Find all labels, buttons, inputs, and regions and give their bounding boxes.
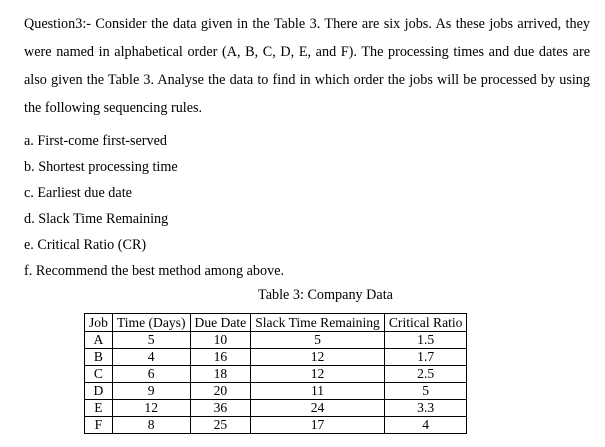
- cell-critical-ratio: 1.5: [384, 332, 467, 349]
- cell-due-date: 36: [190, 400, 251, 417]
- option-item: e. Critical Ratio (CR): [24, 237, 147, 253]
- cell-job: D: [85, 383, 113, 400]
- cell-job: B: [85, 349, 113, 366]
- option-item: b. Shortest processing time: [24, 159, 178, 175]
- cell-time: 5: [112, 332, 190, 349]
- question-paragraph: Question3:- Consider the data given in the Table 3. There are six jobs. As these jobs arrived, they were named in alphabetical order (A, B, C, D, E, and F). The processing times and due dates are also given the Table 3. Analyse the data to find in which order the jobs will be processed by using the following sequencing rules.: [24, 16, 590, 116]
- cell-slack: 12: [251, 366, 385, 383]
- option-item: f. Recommend the best method among above.: [24, 263, 285, 279]
- cell-time: 4: [112, 349, 190, 366]
- cell-due-date: 10: [190, 332, 251, 349]
- cell-slack: 12: [251, 349, 385, 366]
- cell-critical-ratio: 4: [384, 417, 467, 434]
- header-time: Time (Days): [112, 314, 190, 332]
- cell-time: 8: [112, 417, 190, 434]
- option-item: a. First-come first-served: [24, 133, 168, 149]
- sequencing-rules-list: [24, 128, 284, 284]
- company-data-table: [84, 313, 467, 434]
- table-header-row: [85, 314, 467, 332]
- cell-time: 12: [112, 400, 190, 417]
- cell-critical-ratio: 3.3: [384, 400, 467, 417]
- table-row: [85, 383, 467, 400]
- cell-due-date: 25: [190, 417, 251, 434]
- table-row: [85, 417, 467, 434]
- cell-slack: 17: [251, 417, 385, 434]
- cell-critical-ratio: 5: [384, 383, 467, 400]
- table-row: [85, 400, 467, 417]
- cell-job: F: [85, 417, 113, 434]
- header-critical-ratio: Critical Ratio: [384, 314, 467, 332]
- table-row: [85, 332, 467, 349]
- cell-slack: 11: [251, 383, 385, 400]
- cell-time: 9: [112, 383, 190, 400]
- table-row: [85, 349, 467, 366]
- cell-due-date: 16: [190, 349, 251, 366]
- option-item: c. Earliest due date: [24, 185, 132, 201]
- cell-critical-ratio: 1.7: [384, 349, 467, 366]
- header-job: Job: [85, 314, 113, 332]
- cell-due-date: 18: [190, 366, 251, 383]
- table-caption: Table 3: Company Data: [258, 287, 393, 303]
- cell-due-date: 20: [190, 383, 251, 400]
- header-slack: Slack Time Remaining: [251, 314, 385, 332]
- cell-slack: 5: [251, 332, 385, 349]
- header-due-date: Due Date: [190, 314, 251, 332]
- cell-time: 6: [112, 366, 190, 383]
- cell-job: E: [85, 400, 113, 417]
- cell-critical-ratio: 2.5: [384, 366, 467, 383]
- cell-slack: 24: [251, 400, 385, 417]
- cell-job: C: [85, 366, 113, 383]
- cell-job: A: [85, 332, 113, 349]
- table-row: [85, 366, 467, 383]
- option-item: d. Slack Time Remaining: [24, 211, 169, 227]
